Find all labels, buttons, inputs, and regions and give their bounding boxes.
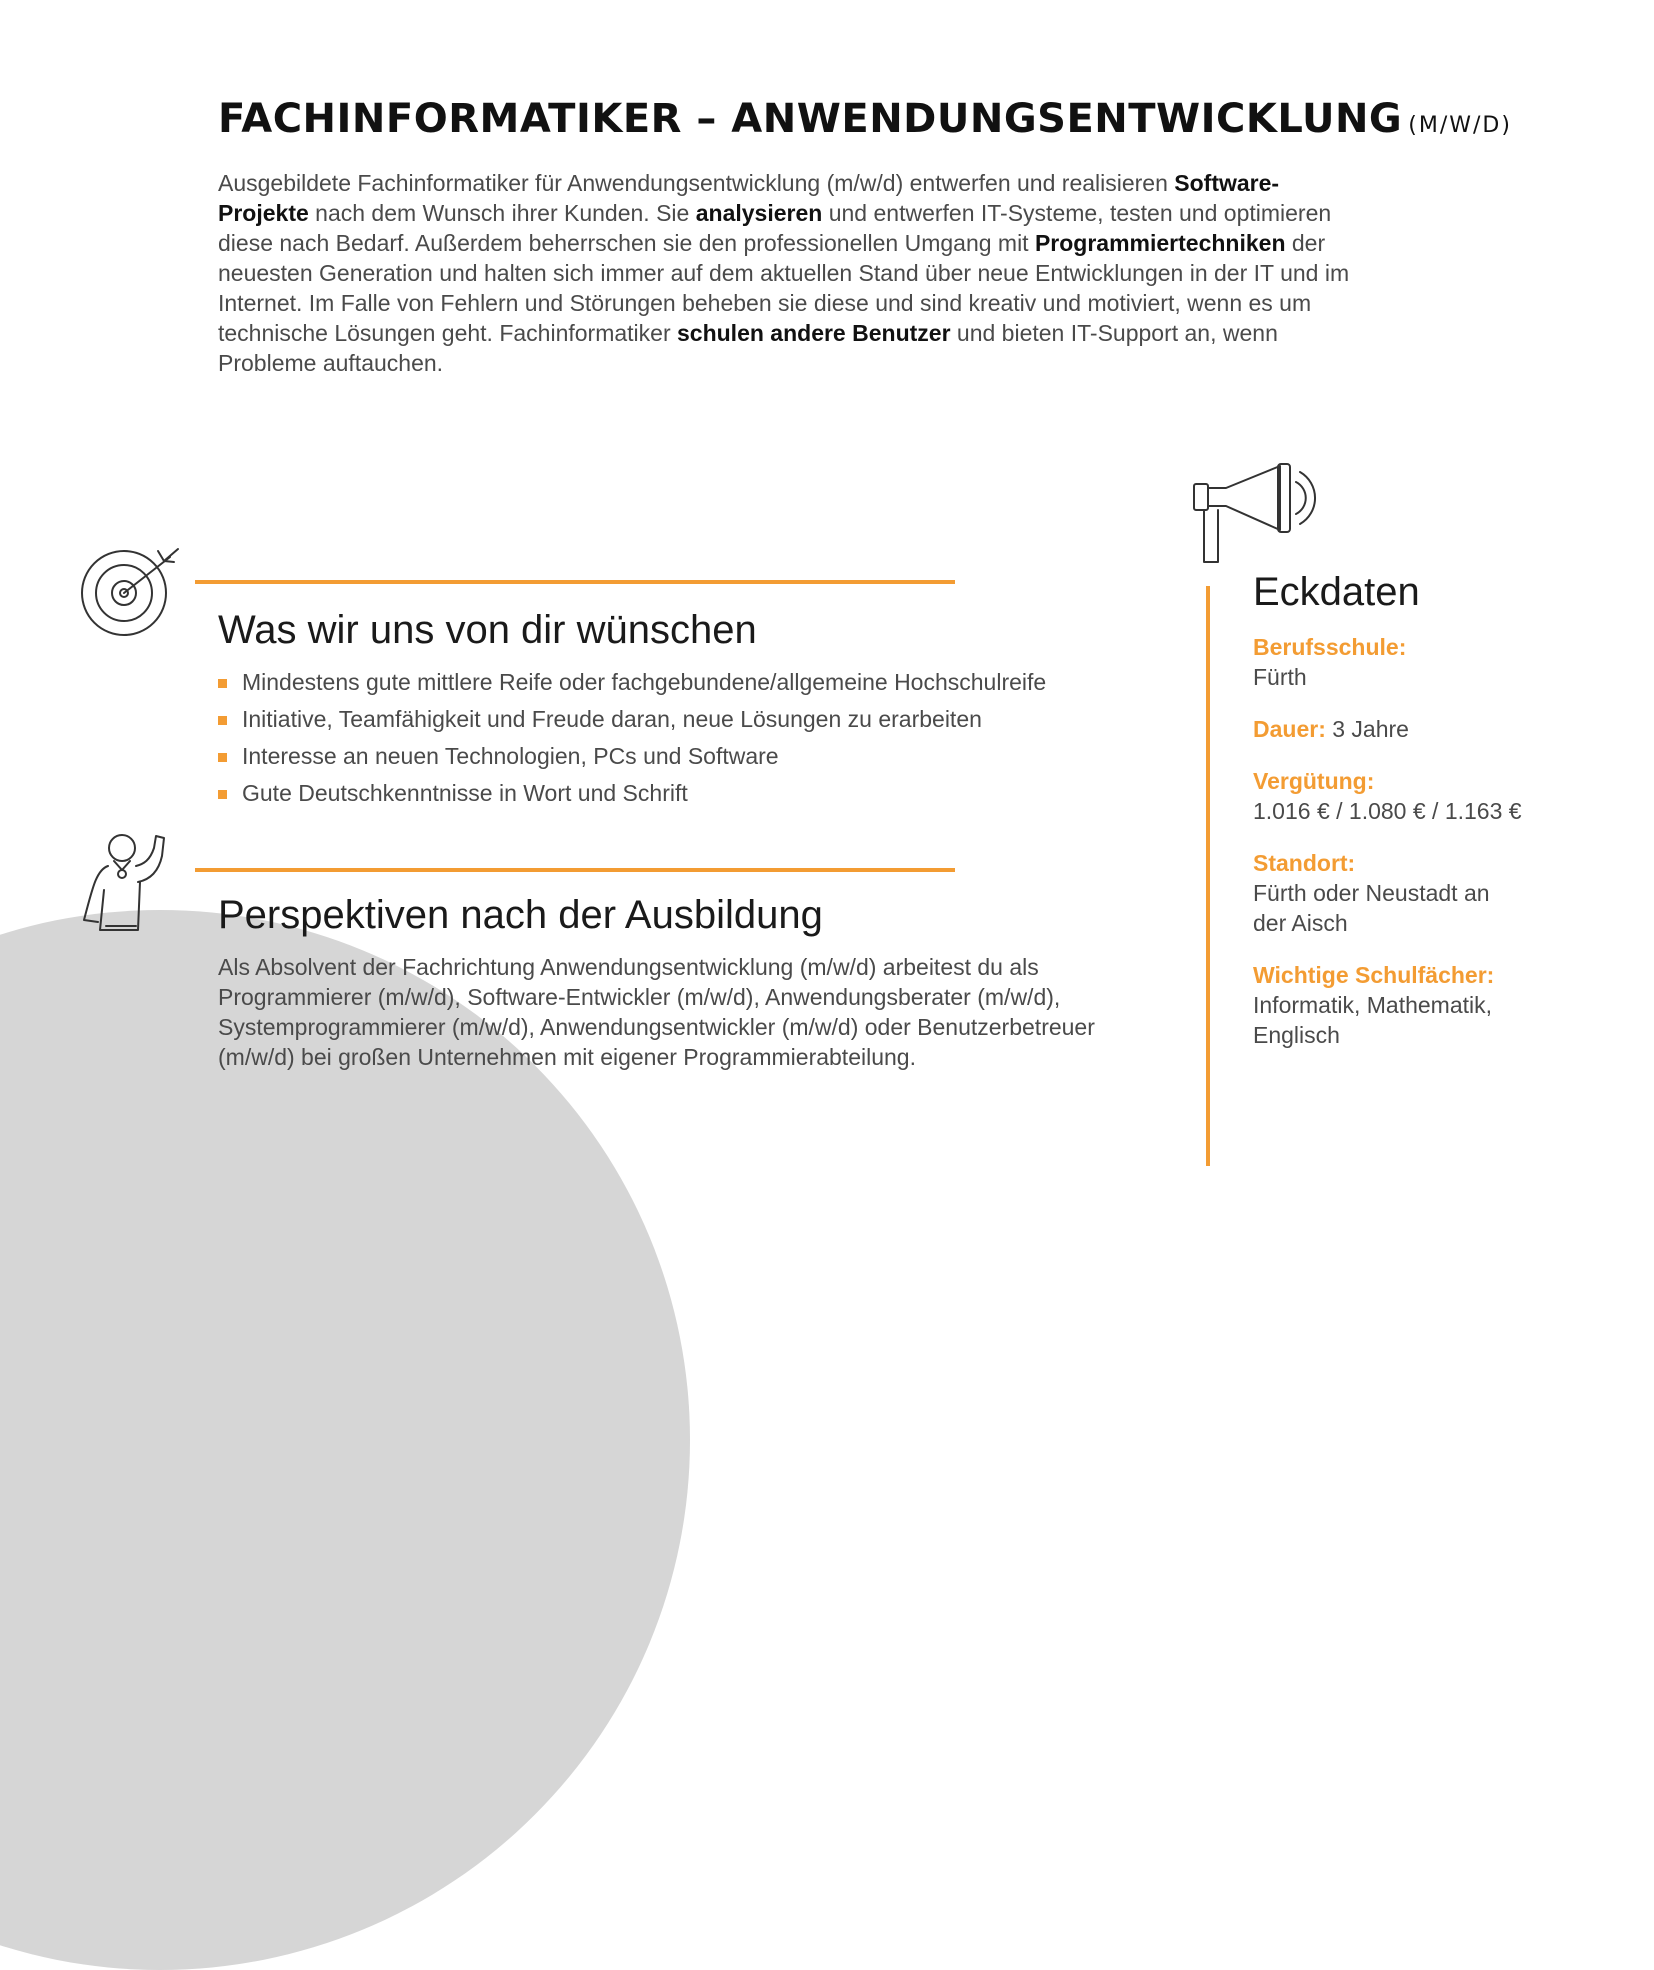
fact-value: 3 Jahre <box>1332 716 1409 742</box>
section-divider <box>195 580 955 584</box>
title-main: FACHINFORMATIKER – ANWENDUNGSENTWICKLUNG <box>218 96 1403 142</box>
target-icon <box>78 545 183 640</box>
fact-value: 1.016 € / 1.080 € / 1.163 € <box>1253 798 1522 824</box>
megaphone-icon <box>1190 460 1330 570</box>
list-item: Mindestens gute mittlere Reife oder fachgebundene/allgemeine Hochschulreife <box>218 664 1046 701</box>
intro-highlight: Software-Projekte <box>218 170 1280 226</box>
list-item: Initiative, Teamfähigkeit und Freude daran, neue Lösungen zu erarbeiten <box>218 701 1046 738</box>
intro-text: nach dem Wunsch ihrer Kunden. Sie <box>308 200 696 226</box>
fact-berufsschule <box>1253 632 1633 692</box>
intro-highlight: analysieren <box>695 200 823 226</box>
title-suffix: (M/W/D) <box>1408 113 1512 138</box>
wishes-list <box>218 664 1046 812</box>
fact-schulfaecher <box>1253 960 1543 1050</box>
fact-standort <box>1253 848 1503 938</box>
intro-highlight: schulen andere Benutzer <box>677 320 951 346</box>
list-item: Gute Deutschkenntnisse in Wort und Schrift <box>218 775 1046 812</box>
perspectives-heading: Perspektiven nach der Ausbildung <box>218 893 823 937</box>
fact-value: Informatik, Mathematik, Englisch <box>1253 992 1493 1048</box>
fact-label: Vergütung: <box>1253 768 1375 794</box>
fact-verguetung <box>1253 766 1633 826</box>
intro-paragraph <box>218 168 1368 378</box>
fact-value: Fürth oder Neustadt an der Aisch <box>1253 880 1490 936</box>
section-divider <box>195 868 955 872</box>
fact-label: Wichtige Schulfächer: <box>1253 962 1495 988</box>
intro-highlight: Programmiertechniken <box>1034 230 1286 256</box>
wishes-heading: Was wir uns von dir wünschen <box>218 608 757 652</box>
perspectives-text: Als Absolvent der Fachrichtung Anwendungsentwicklung (m/w/d) arbeitest du als Programmierer (m/w/d), Software-Entwickler (m/w/d), Anwendungsberater (m/w/d), Systemprogrammierer (m/w/d), Anwendungsentwickler (m/w/d) oder Benutzerbetreuer (m/w/d) bei großen Unternehmen mit eigener Programmierabteilung. <box>218 954 1095 1070</box>
intro-text: und bieten IT-Support an, wenn Probleme auftauchen. <box>218 320 1278 376</box>
intro-text: Ausgebildete Fachinformatiker für Anwendungsentwicklung (m/w/d) entwerfen und realisieren <box>218 170 1175 196</box>
intro-text: und entwerfen IT-Systeme, testen und optimieren diese nach Bedarf. Außerdem beherrschen sie den professionellen Umgang mit <box>218 200 1332 256</box>
eckdaten-divider <box>1206 586 1210 1166</box>
eckdaten-heading: Eckdaten <box>1253 570 1420 614</box>
list-item: Interesse an neuen Technologien, PCs und Software <box>218 738 1046 775</box>
person-icon <box>78 830 173 935</box>
fact-label: Berufsschule: <box>1253 634 1407 660</box>
fact-dauer <box>1253 714 1633 744</box>
fact-value: Fürth <box>1253 664 1307 690</box>
page-title <box>218 96 1512 142</box>
fact-label: Dauer: <box>1253 716 1326 742</box>
eckdaten-facts <box>1253 632 1633 1072</box>
fact-label: Standort: <box>1253 850 1356 876</box>
intro-text: der neuesten Generation und halten sich immer auf dem aktuellen Stand über neue Entwicklungen in der IT und im Internet. Im Falle von Fehlern und Störungen beheben sie diese und sind kreativ und motiviert, wenn es um technische Lösungen geht. Fachinformatiker <box>218 230 1350 346</box>
